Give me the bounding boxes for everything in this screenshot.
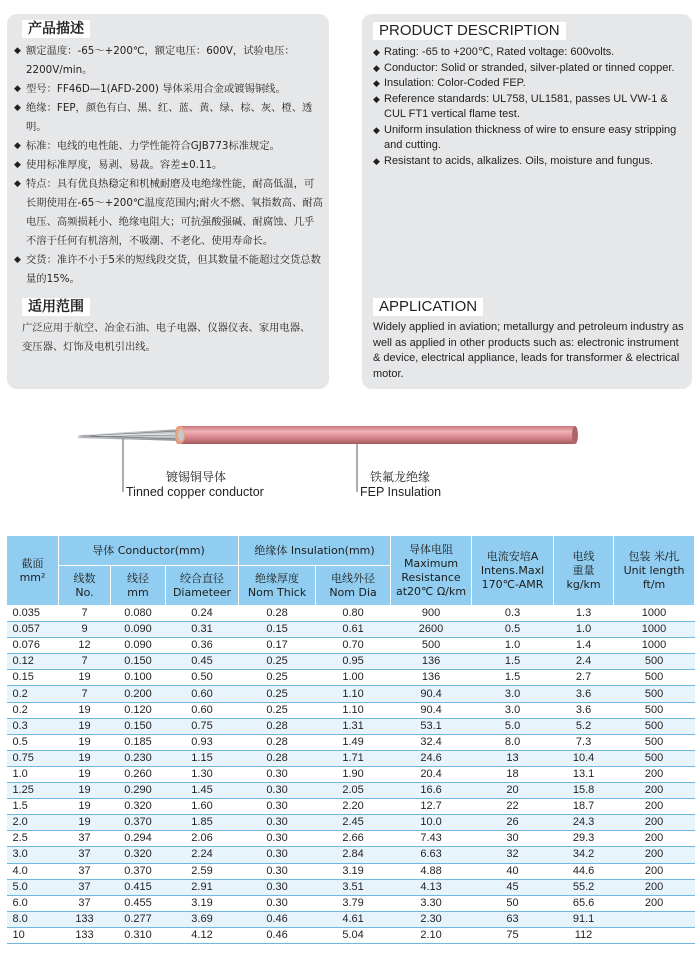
table-cell: 200: [614, 863, 695, 879]
table-cell: 200: [614, 895, 695, 911]
table-row: [7, 638, 695, 654]
table-cell: 0.185: [111, 734, 166, 750]
table-cell: 63: [472, 911, 554, 927]
insulation-label: [360, 470, 441, 500]
table-cell: 200: [614, 815, 695, 831]
table-cell: 2.7: [554, 670, 614, 686]
table-cell: 1.30: [166, 766, 239, 782]
table-row: [7, 686, 695, 702]
table-cell: 2.10: [391, 927, 472, 943]
description-item: ◆ 绝缘：FEP，颜色有白、黑、红、蓝、黄、绿、棕、灰、橙、透明。: [14, 99, 324, 137]
table-cell: 0.30: [239, 783, 316, 799]
table-cell: 37: [59, 831, 111, 847]
table-cell: 19: [59, 750, 111, 766]
table-cell: 1.5: [472, 654, 554, 670]
table-cell: 19: [59, 766, 111, 782]
header-strands: 线数 No.: [59, 566, 111, 606]
table-cell: 1.3: [554, 606, 614, 622]
table-cell: 0.090: [111, 638, 166, 654]
table-cell: 500: [614, 734, 695, 750]
table-cell: 4.13: [391, 879, 472, 895]
table-cell: 22: [472, 799, 554, 815]
table-cell: 0.294: [111, 831, 166, 847]
table-cell: 30: [472, 831, 554, 847]
cn-application-heading: 适用范围: [22, 298, 90, 316]
table-cell: 0.45: [166, 654, 239, 670]
table-row: [7, 863, 695, 879]
table-cell: 4.0: [7, 863, 59, 879]
description-item: ◆ 使用标准厚度，易剥、易裁。容差±0.11。: [14, 156, 324, 175]
en-description-heading: PRODUCT DESCRIPTION: [373, 22, 566, 40]
table-cell: 6.0: [7, 895, 59, 911]
table-cell: 7: [59, 606, 111, 622]
table-cell: 26: [472, 815, 554, 831]
table-row: [7, 879, 695, 895]
table-cell: 2600: [391, 622, 472, 638]
table-cell: 0.28: [239, 750, 316, 766]
table-cell: 0.260: [111, 766, 166, 782]
conductor-label: [126, 470, 264, 500]
table-cell: 2.45: [316, 815, 391, 831]
table-cell: 34.2: [554, 847, 614, 863]
table-cell: 1.0: [554, 622, 614, 638]
table-cell: 3.0: [7, 847, 59, 863]
table-cell: 2.30: [391, 911, 472, 927]
table-cell: 3.6: [554, 686, 614, 702]
table-cell: 0.30: [239, 879, 316, 895]
table-cell: 20.4: [391, 766, 472, 782]
table-cell: 0.80: [316, 606, 391, 622]
table-cell: 0.3: [472, 606, 554, 622]
header-insulation: 绝缘体 Insulation(mm): [239, 536, 391, 566]
table-cell: 500: [614, 702, 695, 718]
cn-application-text: 广泛应用于航空、冶金石油、电子电器、仪器仪表、家用电器、变压器、灯饰及电机引出线。: [22, 322, 311, 353]
table-cell: 12.7: [391, 799, 472, 815]
table-cell: 0.46: [239, 911, 316, 927]
table-cell: 0.370: [111, 815, 166, 831]
table-cell: 1.5: [7, 799, 59, 815]
table-cell: 1.60: [166, 799, 239, 815]
table-cell: 0.076: [7, 638, 59, 654]
table-cell: 0.5: [472, 622, 554, 638]
description-item: ◆ Insulation: Color-Coded FEP.: [373, 76, 688, 92]
table-cell: 0.50: [166, 670, 239, 686]
table-row: [7, 847, 695, 863]
table-cell: 0.30: [239, 766, 316, 782]
table-row: [7, 718, 695, 734]
description-item: ◆ 标准：电线的电性能、力学性能符合GJB773标准规定。: [14, 137, 324, 156]
table-cell: 19: [59, 799, 111, 815]
table-cell: 0.17: [239, 638, 316, 654]
table-cell: 3.19: [166, 895, 239, 911]
table-cell: 0.290: [111, 783, 166, 799]
table-cell: 1.4: [554, 638, 614, 654]
table-cell: 3.51: [316, 879, 391, 895]
table-row: [7, 911, 695, 927]
table-cell: 200: [614, 799, 695, 815]
table-cell: 19: [59, 718, 111, 734]
table-cell: 0.120: [111, 702, 166, 718]
table-cell: 1.71: [316, 750, 391, 766]
description-item: ◆ Reference standards: UL758, UL1581, passes UL VW-1 & CUL FT1 vertical flame test.: [373, 92, 688, 123]
table-cell: 19: [59, 815, 111, 831]
table-row: [7, 654, 695, 670]
table-cell: 37: [59, 879, 111, 895]
table-cell: 0.200: [111, 686, 166, 702]
table-cell: 4.88: [391, 863, 472, 879]
table-cell: 1.00: [316, 670, 391, 686]
table-cell: 1.25: [7, 783, 59, 799]
table-cell: 0.28: [239, 718, 316, 734]
table-cell: 37: [59, 895, 111, 911]
en-application-heading: APPLICATION: [373, 298, 483, 316]
header-thick: 绝缘厚度 Nom Thick: [239, 566, 316, 606]
table-cell: 0.28: [239, 734, 316, 750]
table-cell: 3.69: [166, 911, 239, 927]
insulation-label-en: FEP Insulation: [360, 485, 442, 499]
table-row: [7, 927, 695, 943]
table-cell: 0.320: [111, 847, 166, 863]
table-row: [7, 702, 695, 718]
table-cell: 7.3: [554, 734, 614, 750]
conductor-strands: [78, 429, 182, 441]
table-cell: 3.0: [472, 702, 554, 718]
table-cell: 18.7: [554, 799, 614, 815]
description-item: ◆ Conductor: Solid or stranded, silver-plated or tinned copper.: [373, 61, 688, 77]
table-cell: 2.20: [316, 799, 391, 815]
table-row: [7, 734, 695, 750]
specification-table: [6, 535, 695, 944]
en-application-text: Widely applied in aviation; metallurgy and petroleum industry as well as applied in other products such as: electronic instrument & device, electrical appliance, leads for transformer & electrical motor.: [373, 321, 684, 380]
table-cell: 90.4: [391, 686, 472, 702]
table-cell: 2.59: [166, 863, 239, 879]
table-cell: 9: [59, 622, 111, 638]
table-cell: 1.45: [166, 783, 239, 799]
table-cell: 1000: [614, 622, 695, 638]
table-cell: 0.2: [7, 702, 59, 718]
table-cell: 8.0: [472, 734, 554, 750]
table-cell: 2.91: [166, 879, 239, 895]
table-cell: 1.0: [7, 766, 59, 782]
table-cell: 13: [472, 750, 554, 766]
table-cell: 0.3: [7, 718, 59, 734]
table-cell: 16.6: [391, 783, 472, 799]
description-item: ◆ 额定温度：-65～+200℃，额定电压：600V，试验电压：2200V/min。: [14, 42, 324, 80]
table-cell: 29.3: [554, 831, 614, 847]
table-cell: 0.36: [166, 638, 239, 654]
table-cell: 0.30: [239, 895, 316, 911]
table-cell: 65.6: [554, 895, 614, 911]
header-conductor: 导体 Conductor(mm): [59, 536, 239, 566]
table-cell: 500: [614, 686, 695, 702]
header-pack: 包装 米/扎 Unit length ft/m: [614, 536, 695, 606]
table-cell: 1000: [614, 606, 695, 622]
table-cell: 53.1: [391, 718, 472, 734]
table-cell: 0.15: [7, 670, 59, 686]
table-cell: 2.06: [166, 831, 239, 847]
table-cell: 55.2: [554, 879, 614, 895]
table-cell: 19: [59, 702, 111, 718]
table-cell: 3.6: [554, 702, 614, 718]
table-cell: 5.04: [316, 927, 391, 943]
table-cell: 90.4: [391, 702, 472, 718]
table-cell: 136: [391, 654, 472, 670]
table-cell: 10: [7, 927, 59, 943]
table-cell: 10.4: [554, 750, 614, 766]
table-cell: 1.49: [316, 734, 391, 750]
table-cell: 0.24: [166, 606, 239, 622]
table-cell: 200: [614, 831, 695, 847]
header-strand-dia: 绞合直径 Diameteer: [166, 566, 239, 606]
table-cell: 32: [472, 847, 554, 863]
table-cell: 500: [391, 638, 472, 654]
table-cell: 2.0: [7, 815, 59, 831]
table-cell: 0.100: [111, 670, 166, 686]
table-cell: 8.0: [7, 911, 59, 927]
table-cell: 900: [391, 606, 472, 622]
table-cell: 0.15: [239, 622, 316, 638]
table-cell: 0.080: [111, 606, 166, 622]
table-row: [7, 622, 695, 638]
table-cell: 37: [59, 847, 111, 863]
insulation-jacket: [175, 426, 578, 444]
table-row: [7, 766, 695, 782]
header-wire-dia: 线径 mm: [111, 566, 166, 606]
table-cell: 1.31: [316, 718, 391, 734]
table-cell: 2.4: [554, 654, 614, 670]
table-cell: 0.090: [111, 622, 166, 638]
table-cell: 40: [472, 863, 554, 879]
table-cell: 0.25: [239, 654, 316, 670]
header-weight: 电线 重量 kg/km: [554, 536, 614, 606]
description-item: ◆ 特点：具有优良热稳定和机械耐磨及电绝缘性能，耐高低温，可长期使用在-65～+200℃温度范围内;耐火不燃、氧指数高、耐高电压、高频损耗小、绝缘电阻大；可抗强酸强碱、耐腐蚀、几乎不溶于任何有机溶剂，不吸潮、不老化、使用寿命长。: [14, 175, 324, 251]
table-cell: 4.12: [166, 927, 239, 943]
table-cell: 0.057: [7, 622, 59, 638]
table-cell: [614, 927, 695, 943]
table-cell: 0.61: [316, 622, 391, 638]
table-cell: 1.15: [166, 750, 239, 766]
table-cell: 5.0: [472, 718, 554, 734]
table-cell: 0.150: [111, 654, 166, 670]
table-cell: 500: [614, 750, 695, 766]
table-cell: 19: [59, 783, 111, 799]
table-cell: 500: [614, 670, 695, 686]
table-cell: 24.6: [391, 750, 472, 766]
table-cell: 0.2: [7, 686, 59, 702]
table-cell: 7: [59, 686, 111, 702]
table-cell: 0.28: [239, 606, 316, 622]
header-current: 电流安培A Intens.Maxl 170℃-AMR: [472, 536, 554, 606]
table-cell: 0.230: [111, 750, 166, 766]
table-cell: 45: [472, 879, 554, 895]
table-row: [7, 783, 695, 799]
table-row: [7, 831, 695, 847]
conductor-label-cn: 镀锡铜导体: [166, 470, 227, 484]
table-cell: 0.25: [239, 670, 316, 686]
description-item: ◆ Resistant to acids, alkalizes. Oils, moisture and fungus.: [373, 154, 688, 170]
table-cell: 500: [614, 718, 695, 734]
table-cell: 0.93: [166, 734, 239, 750]
table-cell: 200: [614, 879, 695, 895]
table-cell: 24.3: [554, 815, 614, 831]
table-cell: 0.75: [166, 718, 239, 734]
table-cell: [614, 911, 695, 927]
table-cell: 2.5: [7, 831, 59, 847]
table-cell: 0.30: [239, 815, 316, 831]
table-cell: 0.035: [7, 606, 59, 622]
table-cell: 0.30: [239, 831, 316, 847]
table-row: [7, 815, 695, 831]
table-cell: 20: [472, 783, 554, 799]
table-cell: 2.66: [316, 831, 391, 847]
table-cell: 0.95: [316, 654, 391, 670]
table-cell: 3.79: [316, 895, 391, 911]
table-row: [7, 606, 695, 622]
cn-description-heading: 产品描述: [22, 20, 90, 38]
table-cell: 5.0: [7, 879, 59, 895]
table-cell: 12: [59, 638, 111, 654]
table-cell: 19: [59, 670, 111, 686]
table-cell: 1.10: [316, 686, 391, 702]
table-cell: 6.63: [391, 847, 472, 863]
table-cell: 7: [59, 654, 111, 670]
conductor-label-en: Tinned copper conductor: [126, 485, 264, 499]
table-cell: 0.30: [239, 799, 316, 815]
table-cell: 91.1: [554, 911, 614, 927]
table-cell: 3.0: [472, 686, 554, 702]
table-cell: 75: [472, 927, 554, 943]
description-item: ◆ Uniform insulation thickness of wire to ensure easy stripping and cutting.: [373, 123, 688, 154]
table-cell: 0.31: [166, 622, 239, 638]
table-cell: 37: [59, 863, 111, 879]
description-item: ◆ 交货：准许不小于5米的短线段交货，但其数量不能超过交货总数量的15%。: [14, 251, 324, 289]
table-cell: 1.10: [316, 702, 391, 718]
specification-table-body: [7, 606, 695, 944]
table-cell: 1.90: [316, 766, 391, 782]
table-cell: 200: [614, 847, 695, 863]
table-cell: 44.6: [554, 863, 614, 879]
header-section: 截面 mm²: [7, 536, 59, 606]
table-cell: 1.85: [166, 815, 239, 831]
table-cell: 0.25: [239, 686, 316, 702]
en-description-list: [373, 45, 688, 169]
table-cell: 19: [59, 734, 111, 750]
table-cell: 18: [472, 766, 554, 782]
table-cell: 0.277: [111, 911, 166, 927]
header-outer-dia: 电线外径 Nom Dia: [316, 566, 391, 606]
table-row: [7, 799, 695, 815]
table-cell: 0.320: [111, 799, 166, 815]
table-cell: 0.30: [239, 847, 316, 863]
table-cell: 15.8: [554, 783, 614, 799]
table-cell: 0.12: [7, 654, 59, 670]
table-cell: 0.5: [7, 734, 59, 750]
table-cell: 5.2: [554, 718, 614, 734]
table-row: [7, 750, 695, 766]
table-cell: 500: [614, 654, 695, 670]
table-cell: 0.310: [111, 927, 166, 943]
table-cell: 133: [59, 927, 111, 943]
header-resistance: 导体电阻 Maximum Resistance at20℃ Ω/km: [391, 536, 472, 606]
table-cell: 3.19: [316, 863, 391, 879]
table-row: [7, 670, 695, 686]
table-row: [7, 895, 695, 911]
table-cell: 3.30: [391, 895, 472, 911]
table-cell: 1.0: [472, 638, 554, 654]
table-cell: 2.24: [166, 847, 239, 863]
table-cell: 0.370: [111, 863, 166, 879]
table-cell: 0.60: [166, 702, 239, 718]
table-cell: 0.455: [111, 895, 166, 911]
table-cell: 10.0: [391, 815, 472, 831]
table-cell: 1.5: [472, 670, 554, 686]
table-cell: 32.4: [391, 734, 472, 750]
table-cell: 133: [59, 911, 111, 927]
table-cell: 200: [614, 766, 695, 782]
table-cell: 0.60: [166, 686, 239, 702]
table-cell: 1000: [614, 638, 695, 654]
table-cell: 136: [391, 670, 472, 686]
table-cell: 13.1: [554, 766, 614, 782]
table-cell: 0.75: [7, 750, 59, 766]
table-cell: 112: [554, 927, 614, 943]
table-cell: 0.46: [239, 927, 316, 943]
table-cell: 0.70: [316, 638, 391, 654]
table-cell: 2.84: [316, 847, 391, 863]
description-item: ◆ Rating: -65 to +200℃, Rated voltage: 600volts.: [373, 45, 688, 61]
table-cell: 0.150: [111, 718, 166, 734]
table-cell: 200: [614, 783, 695, 799]
table-cell: 0.25: [239, 702, 316, 718]
insulation-label-cn: 铁氟龙绝缘: [370, 470, 431, 484]
cn-description-list: [14, 42, 324, 289]
description-item: ◆ 型号：FF46D—1(AFD-200) 导体采用合金或镀锡铜线。: [14, 80, 324, 99]
table-cell: 2.05: [316, 783, 391, 799]
table-cell: 0.415: [111, 879, 166, 895]
wire-illustration: [0, 395, 700, 505]
table-cell: 7.43: [391, 831, 472, 847]
table-cell: 50: [472, 895, 554, 911]
table-cell: 4.61: [316, 911, 391, 927]
table-cell: 0.30: [239, 863, 316, 879]
